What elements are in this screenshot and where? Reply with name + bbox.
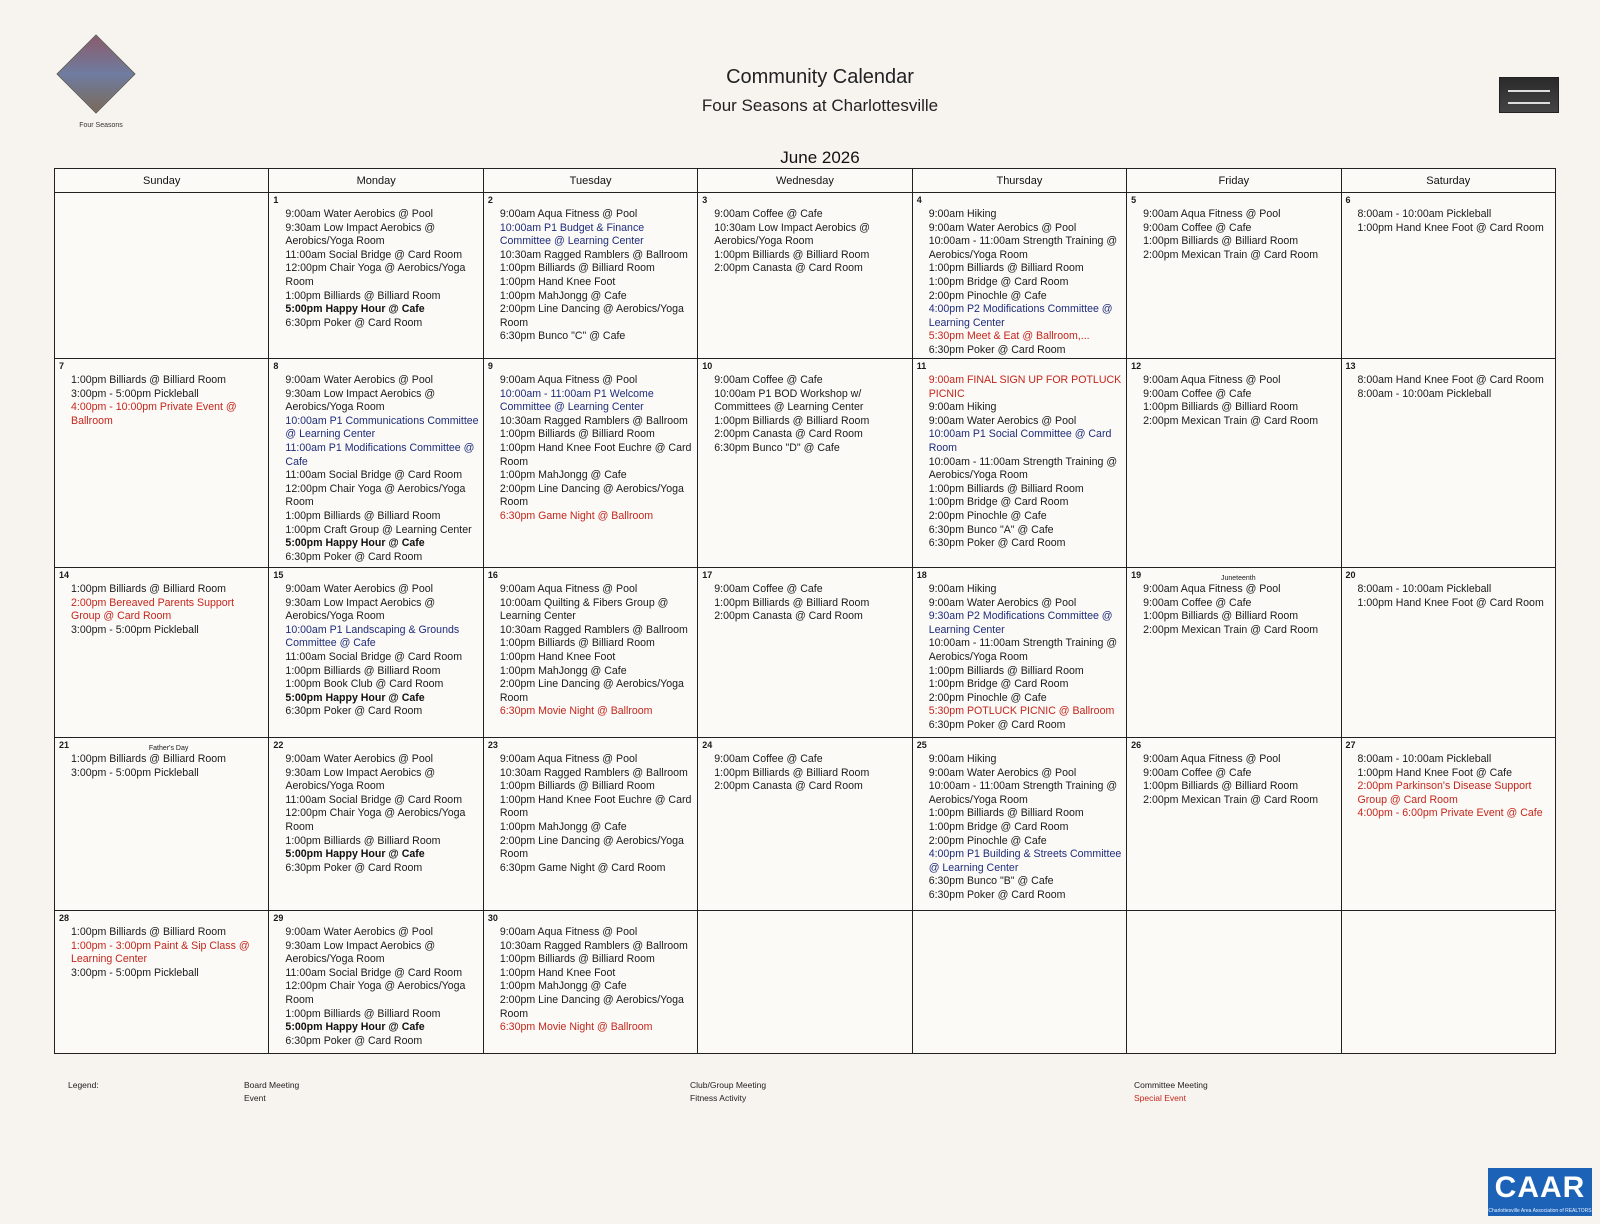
month-label: June 2026	[780, 148, 860, 167]
calendar-event: 8:00am - 10:00am Pickleball	[1357, 387, 1492, 400]
weekday-header: Saturday	[1341, 169, 1555, 193]
calendar-event: 9:00am Hiking	[928, 753, 997, 765]
week-row	[55, 911, 1556, 1054]
calendar-event: 9:00am Aqua Fitness @ Pool	[499, 753, 638, 765]
calendar-event: 2:00pm Mexican Train @ Card Room	[1143, 623, 1319, 636]
calendar-event: 8:00am - 10:00am Pickleball	[1357, 753, 1492, 765]
calendar-event: 9:00am Coffee @ Cafe	[1143, 766, 1252, 779]
calendar-event: 9:00am Coffee @ Cafe	[1143, 387, 1252, 400]
calendar-event: 10:00am P1 BOD Workshop w/ Committees @ Learning Center	[714, 387, 864, 414]
day-number: 18	[916, 570, 927, 580]
calendar-event: 1:00pm Hand Knee Foot @ Cafe	[1357, 766, 1512, 779]
calendar-event: 9:00am Aqua Fitness @ Pool	[499, 208, 638, 220]
day-number	[917, 913, 1122, 926]
calendar-event: 9:00am FINAL SIGN UP FOR POTLUCK PICNIC	[928, 374, 1122, 400]
calendar-event: 2:00pm Pinochle @ Cafe	[928, 289, 1047, 302]
empty-day-cell	[698, 911, 912, 1054]
logo-caption: Four Seasons	[79, 122, 123, 129]
day-cell-19	[1127, 568, 1341, 738]
day-cell-30	[483, 911, 697, 1054]
calendar-event: 11:00am Social Bridge @ Card Room	[285, 793, 463, 806]
calendar-event: 5:00pm Happy Hour @ Cafe	[285, 537, 425, 550]
calendar-event: 3:00pm - 5:00pm Pickleball	[71, 966, 199, 979]
day-number: 17	[702, 570, 713, 580]
day-number: 19	[1131, 570, 1142, 580]
calendar-event: 1:00pm Billiards @ Billiard Room	[714, 248, 870, 261]
calendar-event: 1:00pm Billiards @ Billiard Room	[499, 780, 655, 793]
page-subtitle: Four Seasons at Charlottesville	[701, 96, 939, 115]
day-cell-20	[1341, 568, 1555, 738]
day-cell-17	[698, 568, 912, 738]
calendar-event: 10:30am Ragged Ramblers @ Ballroom	[499, 414, 688, 427]
calendar-event: 10:00am P1 Social Committee @ Card Room	[928, 428, 1112, 454]
calendar-event: 9:00am Hiking	[928, 208, 997, 220]
day-cell-15	[269, 568, 483, 738]
calendar-event: 1:00pm Bridge @ Card Room	[928, 496, 1069, 509]
day-cell-28	[55, 911, 269, 1054]
calendar-event: 1:00pm Bridge @ Card Room	[928, 678, 1069, 691]
calendar-event: 6:30pm Bunco "A" @ Cafe	[928, 523, 1054, 536]
calendar-event: 1:00pm Hand Knee Foot	[499, 275, 616, 288]
calendar-event: 10:30am Ragged Ramblers @ Ballroom	[499, 939, 688, 952]
holiday-note: Father's Day	[148, 745, 189, 752]
calendar-event: 1:00pm MahJongg @ Cafe	[499, 289, 627, 302]
calendar-event: 9:00am Coffee @ Cafe	[714, 583, 823, 595]
calendar-event: 2:00pm Line Dancing @ Aerobics/Yoga Room	[499, 482, 684, 509]
calendar-event: 1:00pm Billiards @ Billiard Room	[1143, 780, 1299, 793]
week-row	[55, 359, 1556, 568]
calendar-event: 5:00pm Happy Hour @ Cafe	[285, 848, 425, 861]
day-number: 5	[1131, 195, 1137, 205]
page-title: Community Calendar	[726, 66, 914, 88]
calendar-event: 10:00am - 11:00am Strength Training @ Aerobics/Yoga Room	[928, 637, 1118, 663]
legend-board: Board Meeting	[244, 1080, 300, 1090]
calendar-event: 10:30am Ragged Ramblers @ Ballroom	[499, 766, 688, 779]
day-number: 29	[273, 913, 284, 923]
day-cell-25	[912, 738, 1126, 911]
day-cell-2	[483, 193, 697, 359]
calendar-event: 6:30pm Movie Night @ Ballroom	[499, 705, 653, 718]
calendar-event: 2:00pm Line Dancing @ Aerobics/Yoga Room	[499, 993, 684, 1020]
calendar-event: 9:00am Coffee @ Cafe	[714, 208, 823, 220]
day-number: 6	[1345, 195, 1351, 205]
calendar-event: 10:00am - 11:00am Strength Training @ Aerobics/Yoga Room	[928, 780, 1118, 806]
calendar-event: 9:00am Water Aerobics @ Pool	[285, 208, 433, 220]
calendar-event: 5:00pm Happy Hour @ Cafe	[285, 303, 425, 316]
day-number: 20	[1345, 570, 1356, 580]
calendar-event: 1:00pm Hand Knee Foot Euchre @ Card Room	[499, 793, 692, 820]
calendar-event: 9:30am P2 Modifications Committee @ Learning Center	[928, 610, 1113, 636]
calendar-event: 2:00pm Mexican Train @ Card Room	[1143, 248, 1319, 261]
calendar-event: 1:00pm Billiards @ Billiard Room	[928, 807, 1084, 820]
legend-committee: Committee Meeting	[1134, 1080, 1208, 1090]
weekday-header: Wednesday	[698, 169, 912, 193]
day-number: 3	[702, 195, 708, 205]
calendar-event: 1:00pm MahJongg @ Cafe	[499, 820, 627, 833]
empty-day-cell	[1341, 911, 1555, 1054]
calendar-event: 1:00pm Billiards @ Billiard Room	[71, 583, 227, 595]
calendar-event: 1:00pm MahJongg @ Cafe	[499, 980, 627, 993]
day-number: 15	[273, 570, 284, 580]
calendar-event: 1:00pm Billiards @ Billiard Room	[285, 834, 441, 847]
day-number: 12	[1131, 361, 1142, 371]
calendar-event: 10:30am Low Impact Aerobics @ Aerobics/Yoga Room	[714, 221, 870, 248]
calendar-event: 6:30pm Poker @ Card Room	[928, 718, 1066, 731]
caar-tagline: Charlottesville Area Association of REALTORS	[1488, 1208, 1592, 1214]
calendar-event: 12:00pm Chair Yoga @ Aerobics/Yoga Room	[285, 482, 466, 509]
day-number: 10	[702, 361, 713, 371]
day-number: 13	[1345, 361, 1356, 371]
weekday-header: Thursday	[912, 169, 1126, 193]
calendar-event: 1:00pm Bridge @ Card Room	[928, 275, 1069, 288]
calendar-event: 1:00pm Billiards @ Billiard Room	[714, 414, 870, 427]
calendar-event: 1:00pm - 3:00pm Paint & Sip Class @ Learning Center	[71, 939, 250, 966]
caar-logo	[1488, 1168, 1592, 1216]
day-cell-10	[698, 359, 912, 568]
day-cell-18	[912, 568, 1126, 738]
legend-group-3	[1134, 1079, 1208, 1105]
calendar-event: 2:00pm Canasta @ Card Room	[714, 428, 863, 441]
calendar-event: 10:30am Ragged Ramblers @ Ballroom	[499, 623, 688, 636]
calendar-event: 6:30pm Bunco "B" @ Cafe	[928, 875, 1054, 888]
day-cell-5	[1127, 193, 1341, 359]
calendar-event: 5:00pm Happy Hour @ Cafe	[285, 691, 425, 704]
day-cell-27	[1341, 738, 1555, 911]
calendar-event: 6:30pm Movie Night @ Ballroom	[499, 1021, 653, 1034]
week-row	[55, 738, 1556, 911]
calendar-event: 2:00pm Canasta @ Card Room	[714, 262, 863, 275]
day-number: 1	[273, 195, 279, 205]
calendar-event: 1:00pm Billiards @ Billiard Room	[285, 664, 441, 677]
day-number: 24	[702, 740, 713, 750]
calendar-event: 5:30pm POTLUCK PICNIC @ Ballroom	[928, 705, 1115, 718]
day-number: 11	[916, 361, 927, 371]
day-cell-9	[483, 359, 697, 568]
calendar-event: 6:30pm Poker @ Card Room	[928, 888, 1066, 901]
calendar-event: 9:00am Aqua Fitness @ Pool	[1143, 753, 1281, 765]
calendar-event: 6:30pm Bunco "D" @ Cafe	[714, 441, 840, 454]
calendar-event: 1:00pm Craft Group @ Learning Center	[285, 523, 472, 536]
calendar-event: 9:00am Water Aerobics @ Pool	[285, 753, 433, 765]
holiday-note: Juneteenth	[1221, 575, 1256, 582]
week-row	[55, 568, 1556, 738]
calendar-event: 9:00am Aqua Fitness @ Pool	[499, 583, 638, 595]
day-number: 8	[273, 361, 279, 371]
calendar-event: 9:00am Water Aerobics @ Pool	[285, 374, 433, 386]
calendar-event: 3:00pm - 5:00pm Pickleball	[71, 623, 199, 636]
calendar-event: 3:00pm - 5:00pm Pickleball	[71, 387, 199, 400]
legend-special: Special Event	[1134, 1093, 1186, 1103]
calendar-event: 1:00pm Billiards @ Billiard Room	[499, 953, 655, 966]
calendar-event: 1:00pm Billiards @ Billiard Room	[499, 637, 655, 650]
day-number: 27	[1345, 740, 1356, 750]
legend-event: Event	[244, 1093, 266, 1103]
calendar-event: 9:30am Low Impact Aerobics @ Aerobics/Yoga Room	[285, 221, 436, 248]
calendar-event: 6:30pm Game Night @ Ballroom	[499, 509, 654, 522]
calendar-event: 9:00am Water Aerobics @ Pool	[928, 221, 1077, 234]
weekday-header: Sunday	[55, 169, 269, 193]
calendar-event: 9:30am Low Impact Aerobics @ Aerobics/Yoga Room	[285, 766, 436, 793]
calendar-event: 6:30pm Poker @ Card Room	[285, 861, 423, 874]
day-number: 4	[916, 195, 922, 205]
calendar-event: 5:00pm Happy Hour @ Cafe	[285, 1021, 425, 1034]
calendar-event: 10:00am - 11:00am Strength Training @ Aerobics/Yoga Room	[928, 455, 1118, 482]
calendar-grid	[54, 168, 1556, 1054]
legend-label: Legend:	[68, 1080, 99, 1090]
calendar-event: 9:00am Hiking	[928, 583, 997, 595]
calendar-event: 1:00pm Billiards @ Billiard Room	[71, 753, 227, 765]
calendar-event: 1:00pm Hand Knee Foot @ Card Room	[1357, 596, 1544, 609]
calendar-event: 2:00pm Line Dancing @ Aerobics/Yoga Room	[499, 834, 684, 861]
calendar-event: 11:00am Social Bridge @ Card Room	[285, 966, 463, 979]
calendar-event: 9:00am Water Aerobics @ Pool	[928, 766, 1077, 779]
calendar-event: 4:00pm P2 Modifications Committee @ Learning Center	[928, 303, 1113, 329]
day-number: 16	[487, 570, 498, 580]
day-number	[59, 195, 264, 208]
calendar-event: 9:00am Coffee @ Cafe	[714, 753, 823, 765]
calendar-event: 1:00pm MahJongg @ Cafe	[499, 469, 627, 482]
day-cell-1	[269, 193, 483, 359]
calendar-event: 1:00pm Hand Knee Foot Euchre @ Card Room	[499, 441, 692, 468]
day-number	[702, 913, 907, 926]
day-cell-6	[1341, 193, 1555, 359]
day-cell-8	[269, 359, 483, 568]
calendar-event: 6:30pm Poker @ Card Room	[928, 537, 1066, 550]
day-cell-21	[55, 738, 269, 911]
day-number: 23	[487, 740, 498, 750]
calendar-event: 2:00pm Line Dancing @ Aerobics/Yoga Room	[499, 303, 684, 329]
calendar-event: 1:00pm Billiards @ Billiard Room	[928, 664, 1084, 677]
week-row	[55, 193, 1556, 359]
weekday-header: Tuesday	[483, 169, 697, 193]
calendar-event: 9:00am Hiking	[928, 401, 997, 414]
calendar-event: 5:30pm Meet & Eat @ Ballroom,...	[928, 330, 1090, 343]
calendar-event: 12:00pm Chair Yoga @ Aerobics/Yoga Room	[285, 980, 466, 1006]
calendar-event: 1:00pm Billiards @ Billiard Room	[285, 509, 441, 522]
calendar-event: 4:00pm - 6:00pm Private Event @ Cafe	[1357, 807, 1543, 820]
calendar-event: 2:00pm Canasta @ Card Room	[714, 780, 863, 793]
calendar-event: 10:30am Ragged Ramblers @ Ballroom	[499, 248, 688, 261]
calendar-event: 9:00am Aqua Fitness @ Pool	[1143, 374, 1281, 386]
day-number: 25	[916, 740, 927, 750]
calendar-event: 1:00pm Billiards @ Billiard Room	[928, 262, 1084, 275]
day-cell-14	[55, 568, 269, 738]
day-cell-24	[698, 738, 912, 911]
day-number	[1346, 913, 1551, 926]
calendar-event: 6:30pm Poker @ Card Room	[285, 705, 423, 718]
day-cell-16	[483, 568, 697, 738]
calendar-event: 2:00pm Parkinson's Disease Support Group @ Card Room	[1357, 780, 1532, 806]
calendar-event: 6:30pm Bunco "C" @ Cafe	[499, 330, 626, 343]
calendar-event: 10:00am P1 Communications Committee @ Learning Center	[285, 414, 479, 441]
calendar-event: 1:00pm Hand Knee Foot	[499, 650, 616, 663]
calendar-event: 9:00am Aqua Fitness @ Pool	[499, 374, 638, 386]
calendar-event: 6:30pm Poker @ Card Room	[285, 550, 423, 563]
calendar-event: 2:00pm Mexican Train @ Card Room	[1143, 414, 1319, 427]
calendar-event: 12:00pm Chair Yoga @ Aerobics/Yoga Room	[285, 807, 466, 833]
calendar-event: 3:00pm - 5:00pm Pickleball	[71, 766, 199, 779]
calendar-event: 1:00pm Hand Knee Foot @ Card Room	[1357, 221, 1544, 234]
empty-day-cell	[912, 911, 1126, 1054]
calendar-event: 9:30am Low Impact Aerobics @ Aerobics/Yoga Room	[285, 939, 436, 966]
empty-day-cell	[1127, 911, 1341, 1054]
weekday-header: Monday	[269, 169, 483, 193]
calendar-event: 9:00am Coffee @ Cafe	[714, 374, 823, 386]
calendar-event: 2:00pm Bereaved Parents Support Group @ Card Room	[71, 596, 235, 623]
calendar-event: 1:00pm Billiards @ Billiard Room	[499, 428, 655, 441]
day-cell-11	[912, 359, 1126, 568]
day-number: 14	[59, 570, 70, 580]
calendar-event: 10:00am P1 Landscaping & Grounds Committee @ Cafe	[285, 623, 460, 650]
calendar-event: 10:00am - 11:00am P1 Welcome Committee @ Learning Center	[499, 387, 654, 414]
legend-club: Club/Group Meeting	[690, 1080, 767, 1090]
calendar-event: 8:00am Hand Knee Foot @ Card Room	[1357, 374, 1544, 386]
caar-logo-text: CAAR	[1494, 1171, 1586, 1204]
calendar-event: 1:00pm Book Club @ Card Room	[285, 678, 444, 691]
day-cell-22	[269, 738, 483, 911]
calendar-event: 1:00pm Billiards @ Billiard Room	[714, 596, 870, 609]
weekday-header-row	[55, 169, 1556, 193]
day-number: 30	[487, 913, 498, 923]
calendar-event: 12:00pm Chair Yoga @ Aerobics/Yoga Room	[285, 262, 466, 288]
calendar-event: 9:00am Aqua Fitness @ Pool	[1143, 583, 1281, 595]
calendar-event: 9:30am Low Impact Aerobics @ Aerobics/Yoga Room	[285, 596, 436, 623]
calendar-event: 1:00pm Billiards @ Billiard Room	[285, 289, 441, 302]
legend-group-2	[690, 1079, 766, 1105]
calendar-event: 9:00am Aqua Fitness @ Pool	[499, 926, 638, 938]
calendar-event: 9:00am Water Aerobics @ Pool	[285, 926, 433, 938]
calendar-event: 4:00pm P1 Building & Streets Committee @ Learning Center	[928, 848, 1122, 874]
day-cell-23	[483, 738, 697, 911]
legend-group-1	[244, 1079, 299, 1105]
calendar-event: 1:00pm Billiards @ Billiard Room	[71, 926, 227, 938]
day-cell-7	[55, 359, 269, 568]
empty-day-cell	[55, 193, 269, 359]
calendar-event: 9:00am Water Aerobics @ Pool	[928, 414, 1077, 427]
calendar-event: 1:00pm Billiards @ Billiard Room	[928, 482, 1084, 495]
day-number: 22	[273, 740, 284, 750]
calendar-event: 1:00pm Billiards @ Billiard Room	[71, 374, 227, 386]
day-cell-12	[1127, 359, 1341, 568]
day-number: 2	[487, 195, 493, 205]
calendar-event: 1:00pm Billiards @ Billiard Room	[714, 766, 870, 779]
day-cell-26	[1127, 738, 1341, 911]
calendar-event: 1:00pm Billiards @ Billiard Room	[1143, 235, 1299, 248]
calendar-event: 9:00am Water Aerobics @ Pool	[928, 596, 1077, 609]
day-number	[1131, 913, 1336, 926]
day-cell-29	[269, 911, 483, 1054]
day-cell-3	[698, 193, 912, 359]
day-cell-4	[912, 193, 1126, 359]
calendar-event: 6:30pm Game Night @ Card Room	[499, 861, 666, 874]
calendar-event: 9:00am Water Aerobics @ Pool	[285, 583, 433, 595]
calendar-event: 9:00am Aqua Fitness @ Pool	[1143, 208, 1281, 220]
day-number: 7	[59, 361, 65, 371]
calendar-event: 1:00pm Billiards @ Billiard Room	[499, 262, 655, 275]
calendar-event: 4:00pm - 10:00pm Private Event @ Ballroom	[71, 401, 237, 427]
calendar-event: 11:00am P1 Modifications Committee @ Cafe	[285, 441, 475, 468]
calendar-event: 1:00pm Bridge @ Card Room	[928, 820, 1069, 833]
calendar-event: 8:00am - 10:00am Pickleball	[1357, 208, 1492, 220]
day-cell-13	[1341, 359, 1555, 568]
calendar-event: 9:30am Low Impact Aerobics @ Aerobics/Yoga Room	[285, 387, 436, 414]
day-number: 9	[487, 361, 493, 371]
calendar-event: 1:00pm Hand Knee Foot	[499, 966, 616, 979]
day-number: 26	[1131, 740, 1142, 750]
day-number: 28	[59, 913, 70, 923]
calendar-event: 9:00am Coffee @ Cafe	[1143, 221, 1252, 234]
calendar-event: 2:00pm Pinochle @ Cafe	[928, 834, 1047, 847]
calendar-event: 6:30pm Poker @ Card Room	[285, 316, 423, 329]
calendar-event: 2:00pm Mexican Train @ Card Room	[1143, 793, 1319, 806]
weekday-header: Friday	[1127, 169, 1341, 193]
calendar-event: 8:00am - 10:00am Pickleball	[1357, 583, 1492, 595]
calendar-event: 9:00am Coffee @ Cafe	[1143, 596, 1252, 609]
calendar-event: 10:00am - 11:00am Strength Training @ Aerobics/Yoga Room	[928, 235, 1118, 261]
calendar-event: 10:00am P1 Budget & Finance Committee @ Learning Center	[499, 221, 645, 248]
calendar-event: 11:00am Social Bridge @ Card Room	[285, 248, 463, 261]
calendar-event: 1:00pm Billiards @ Billiard Room	[285, 1007, 441, 1020]
legend-fitness: Fitness Activity	[690, 1093, 747, 1103]
calendar-event: 1:00pm Billiards @ Billiard Room	[1143, 401, 1299, 414]
calendar-event: 6:30pm Poker @ Card Room	[285, 1034, 423, 1047]
calendar-event: 11:00am Social Bridge @ Card Room	[285, 650, 463, 663]
calendar-event: 2:00pm Pinochle @ Cafe	[928, 509, 1047, 522]
day-number: 21	[59, 740, 70, 750]
calendar-event: 11:00am Social Bridge @ Card Room	[285, 469, 463, 482]
calendar-event: 2:00pm Canasta @ Card Room	[714, 610, 863, 623]
calendar-event: 10:00am Quilting & Fibers Group @ Learning Center	[499, 596, 669, 623]
calendar-event: 2:00pm Line Dancing @ Aerobics/Yoga Room	[499, 678, 684, 704]
calendar-event: 1:00pm Billiards @ Billiard Room	[1143, 610, 1299, 623]
calendar-event: 1:00pm MahJongg @ Cafe	[499, 664, 627, 677]
calendar-event: 2:00pm Pinochle @ Cafe	[928, 691, 1047, 704]
calendar-event: 6:30pm Poker @ Card Room	[928, 343, 1066, 356]
